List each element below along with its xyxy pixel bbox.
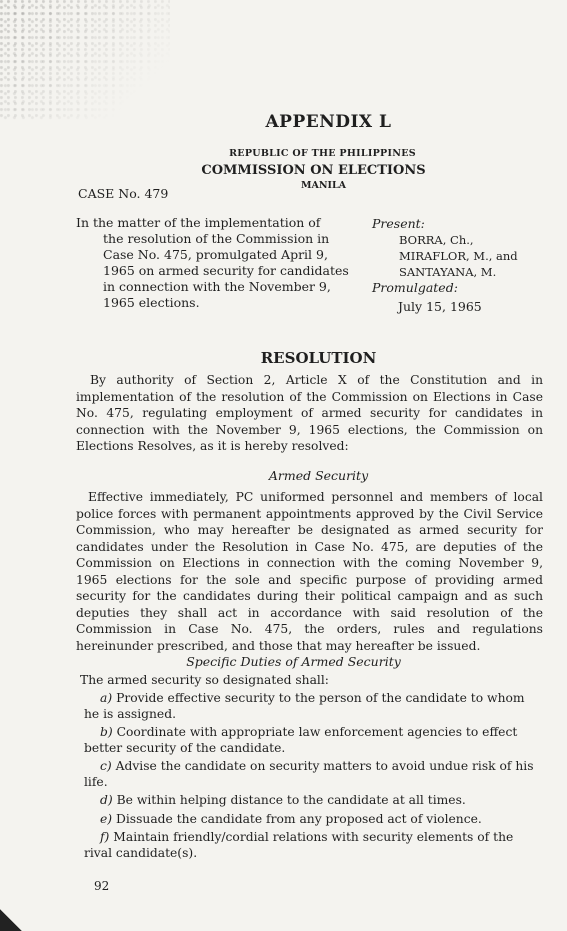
matter-line: In the matter of the implementation of	[76, 215, 321, 230]
duty-item	[84, 812, 542, 828]
member-name: SANTAYANA, M.	[399, 265, 497, 279]
duty-item	[84, 725, 542, 756]
duty-item	[84, 830, 542, 861]
duty-text: Dissuade the candidate from any proposed act of violence.	[116, 811, 482, 826]
member-name: MIRAFLOR, M., and	[399, 249, 518, 263]
case-number: CASE No. 479	[78, 186, 169, 201]
duty-letter: f)	[100, 830, 110, 844]
case-matter	[76, 215, 361, 311]
present-label: Present:	[372, 216, 425, 231]
duty-item	[84, 759, 542, 790]
appendix-title: APPENDIX L	[265, 112, 392, 132]
resolution-title: RESOLUTION	[260, 349, 377, 367]
duty-item	[84, 793, 542, 809]
matter-line: 1965 elections.	[103, 295, 200, 310]
duty-letter: a)	[100, 691, 113, 705]
duty-text: Maintain friendly/cordial relations with security elements of the rival candidate(s).	[84, 830, 514, 860]
matter-line: the resolution of the Commission in	[103, 231, 330, 246]
duties-list	[84, 691, 542, 864]
duties-intro: The armed security so designated shall:	[80, 673, 329, 687]
promulgated-label: Promulgated:	[372, 280, 458, 295]
matter-line: Case No. 475, promulgated April 9,	[103, 247, 328, 262]
scan-noise	[0, 0, 170, 120]
duties-heading: Specific Duties of Armed Security	[186, 654, 401, 669]
republic-heading: REPUBLIC OF THE PHILIPPINES	[229, 148, 416, 159]
duty-text: Be within helping distance to the candidate at all times.	[116, 793, 466, 807]
preamble-paragraph: By authority of Section 2, Article X of the Constitution and in implementation of the resolution of the Commission on Elections in Case No. 475, regulating employment of armed security for candidates in connection with the November 9, 1965 elections, the Commission on Elections Resolves, as it is hereby resolved:	[76, 373, 543, 453]
member-name: BORRA, Ch.,	[399, 233, 474, 247]
armed-security-heading: Armed Security	[268, 468, 369, 483]
duty-text: Coordinate with appropriate law enforcement agencies to effect better security of the candidate.	[84, 725, 518, 755]
matter-line: 1965 on armed security for candidates	[103, 263, 349, 278]
duty-letter: d)	[100, 793, 113, 807]
present-block	[372, 216, 542, 315]
commission-heading: COMMISSION ON ELECTIONS	[201, 163, 426, 178]
duty-letter: e)	[100, 811, 113, 826]
scan-edge-mark	[0, 909, 26, 931]
duty-item	[84, 691, 542, 722]
armed-security-paragraph: Effective immediately, PC uniformed personnel and members of local police forces with permanent appointments approved by the Civil Service Commission, who may hereafter be designated as armed security for candidates under the Resolution in Case No. 475, are deputies of the Commission on Elections in connection with the coming November 9, 1965 elections for the sole and specific purpose of providing armed security for the candidates during their political campaign and as such deputies they shall act in accordance with said resolution of the Commission in Case No. 475, the orders, rules and regulations hereinunder prescribed, and those that may hereafter be issued.	[76, 490, 543, 653]
matter-line: in connection with the November 9,	[103, 279, 331, 294]
duty-text: Advise the candidate on security matters to avoid undue risk of his life.	[84, 759, 534, 789]
promulgated-date: July 15, 1965	[398, 299, 482, 314]
duty-letter: c)	[100, 759, 112, 773]
duty-text: Provide effective security to the person of the candidate to whom he is assigned.	[84, 691, 525, 721]
page-number: 92	[94, 879, 110, 893]
duty-letter: b)	[100, 725, 113, 739]
city-heading: MANILA	[300, 180, 347, 191]
